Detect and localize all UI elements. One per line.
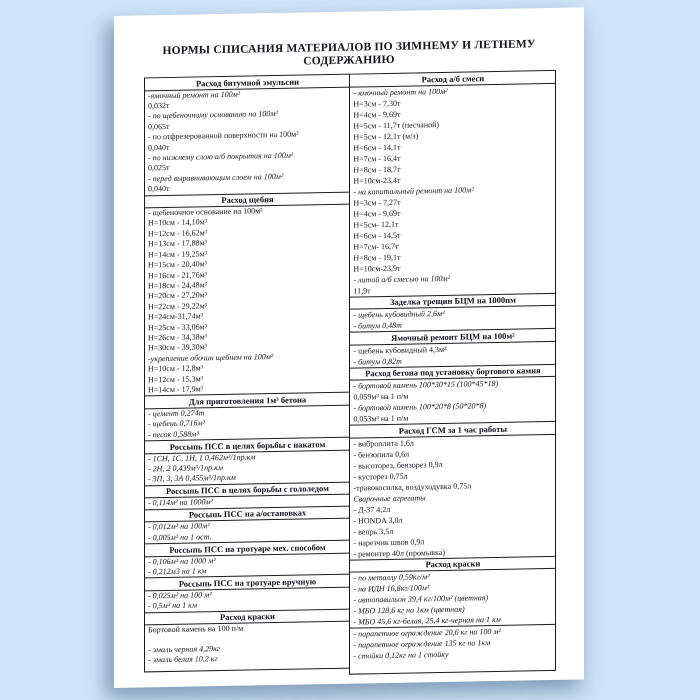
table-line: - стойки 0,12кг на 1 стойку xyxy=(353,649,449,661)
table-line: Н=4см - 9,69т xyxy=(353,208,401,219)
section-header: Расход щебня xyxy=(145,191,350,208)
table-line: - бензопила 0,6л xyxy=(353,449,410,460)
table-line: Н=15см - 20,40м³ xyxy=(148,259,208,270)
table-section xyxy=(145,608,350,671)
section-header: Россыпь ПСС в целях борьбы с гололедом xyxy=(145,481,350,498)
table-line: - по металлу 0,59кг/м² xyxy=(353,572,430,583)
table-line: Н=8см - 19,1т xyxy=(353,252,401,263)
table-line: 0,025т xyxy=(148,163,170,173)
table-line: Н=10см - 12,8м³ xyxy=(148,363,204,374)
table-line: Н=30см - 39,30м³ xyxy=(148,342,208,353)
table-section xyxy=(145,540,350,578)
table-line: Н=20см - 27,20м³ xyxy=(148,290,208,301)
table-section xyxy=(350,555,555,673)
table-section xyxy=(350,71,555,296)
table-line: Н=3см - 7,30т xyxy=(353,98,401,109)
table-line: - парапетное ограждение 20,6 кг на 100 м² xyxy=(350,624,555,640)
table-line: 0,040т xyxy=(148,184,170,194)
table-line: - перед выравнивающим слоем на 100м² xyxy=(148,171,284,184)
table-line: - МБО 128,6 кг на 1км (цветная) xyxy=(353,604,465,616)
table-line: Н=12см - 15,3м³ xyxy=(148,373,204,384)
table-line: - 0,212м3 на 1 км xyxy=(148,566,207,577)
section-header: Расход бетона под установку бортового камня xyxy=(350,363,555,380)
section-header: Россыпь ПСС в целях борьбы с накатом xyxy=(145,437,350,454)
table-line: - щебень 0,716м³ xyxy=(148,418,206,429)
table-line: Н=13см - 17,88м³ xyxy=(148,238,208,249)
section-header: Ямочный ремонт БЦМ на 100м² xyxy=(350,328,555,345)
section-header: Заделка трещин БЦМ на 1000пм xyxy=(350,292,555,309)
table-line: Бортовой камень на 100 п/м xyxy=(148,623,244,635)
table-line: Н=7см- 16,7т xyxy=(353,241,399,252)
table-line: Н=6см - 14,1т xyxy=(353,142,401,153)
table-line: Н=5см - 11,7т (песчаной) xyxy=(353,119,440,131)
table-line: Н=16см - 21,76м³ xyxy=(148,269,208,280)
table-line: Н=14см - 17,9м³ xyxy=(148,384,204,395)
table-line: - бортовой камень 100*30*15 (100*45*18) xyxy=(353,378,499,391)
table-line: - ямочный ремонт на 100м² xyxy=(353,86,448,98)
table-line: - литой а/б смесью на 100м² xyxy=(353,273,450,285)
table-line: - щебеночное основание на 100м² xyxy=(148,206,263,218)
table-line: - щебень кубовидный 2,6м³ xyxy=(353,308,445,320)
table-line: 0,059м³ на 1 п/м xyxy=(353,391,409,402)
section-header: Расход а/б смеси xyxy=(350,71,555,87)
table-line: Н=26см - 34,38м³ xyxy=(148,332,208,343)
table-line: - 1СН, 1С, 1Н, 1 0,462м³/1пр.км xyxy=(148,452,256,463)
table-line: Н=18см - 24,48м³ xyxy=(148,280,208,291)
section-header: Расход ГСМ за 1 час работы xyxy=(350,421,555,438)
table-line: - вепрь 3,5л xyxy=(353,526,394,537)
table-line: - 2Н, 2 0,439м³/1пр.км xyxy=(148,463,224,474)
table-line: Н=4см - 9,69т xyxy=(353,109,401,120)
table-section xyxy=(350,421,555,559)
table-section xyxy=(350,292,555,331)
section-header: Для приготовления 1м³ бетона xyxy=(145,392,350,409)
table-line: - ремонтер 40л (промывка) xyxy=(353,547,445,559)
table-line: Н=14см - 19,25м³ xyxy=(148,248,208,260)
table-line: Н=10см-23,4т xyxy=(353,175,401,186)
table-line: - эмаль белая 10,2 кг xyxy=(148,654,218,665)
right-column xyxy=(349,70,556,675)
table-line: - кусторез 0,75л xyxy=(353,471,408,482)
table-section xyxy=(350,328,555,367)
table-line: - HONDA 3,0л xyxy=(353,515,403,526)
table-line: - 0,114м³ на 1000м² xyxy=(148,497,214,508)
section-header: Расход краски xyxy=(350,555,555,572)
page-title: НОРМЫ СПИСАНИЯ МАТЕРИАЛОВ ПО ЗИМНЕМУ И ЛЕТНЕМУ СОДЕРЖАНИЮ xyxy=(162,38,536,68)
table-line: Н=5см - 12,1т (м/з) xyxy=(353,130,419,142)
table-line: Н=22см - 29,22м³ xyxy=(148,301,208,312)
table-line: - МБО 45,6 кг-белая, 25,4 кг-черная на 1 км xyxy=(353,614,501,627)
table-line: - эмаль черная 4,29кг xyxy=(148,643,221,654)
table-line: -укрепление обочин щебнем на 100м² xyxy=(148,351,274,364)
table-section xyxy=(145,574,350,612)
table-line: 0,065т xyxy=(148,121,170,132)
section-header: Россыпь ПСС на а/остановках xyxy=(145,505,350,522)
table-line: - цемент 0,274т xyxy=(148,408,205,419)
table-line: - 0,005м³ на 1 ост. xyxy=(148,531,212,543)
table-line: - нарезчик швов 0,9л xyxy=(353,536,425,548)
table-line: - 0,5м³ на 1 км xyxy=(148,600,197,611)
section-header: Расход битумной эмульсии xyxy=(145,75,350,91)
table-line: - на ИДН 16,8кг/100м² xyxy=(353,583,430,594)
table-line: - по отфрезерованной поверхности на 100м² xyxy=(148,129,299,142)
table-line: Н=8см - 18,7т xyxy=(353,164,401,175)
table-section xyxy=(350,363,555,424)
table-line: Н=25см - 33,06м³ xyxy=(148,321,208,332)
table-line: 0,040т xyxy=(148,142,170,152)
table-line: - 0,012м³ на 100м² xyxy=(148,521,210,532)
table-line: - 0,106м³ на 1000 м² xyxy=(148,555,216,566)
table-line: Сварочные агрегаты xyxy=(353,492,426,504)
table-line: - битум 0,82т xyxy=(353,356,402,367)
table-section xyxy=(145,75,350,195)
table-line: - по щебеночному основанию на 100м² xyxy=(148,109,278,121)
table-line: - высоторез, бензорез 0,9л xyxy=(353,459,443,471)
section-header: Россыпь ПСС на тротуаре мех. способом xyxy=(145,540,350,557)
table-line: Н=3см - 7,27т xyxy=(353,197,401,208)
table-line: -травокосилка, воздуходувка 0,75л xyxy=(353,480,472,493)
table-line: Н=6см - 14,5т xyxy=(353,230,401,241)
table-line: - парапетное ограждение 135 кг на 1км xyxy=(353,638,491,650)
table-line: Н=5см- 12,1т xyxy=(353,219,399,230)
left-column xyxy=(144,74,351,673)
table-line: Н=12см - 16,62м³ xyxy=(148,228,208,239)
table-line: Н=10см-23,9т xyxy=(353,263,401,274)
table-section xyxy=(145,437,350,485)
section-header: Россыпь ПСС на тротуаре вручную xyxy=(145,574,350,591)
table-line: - песок 0,588м³ xyxy=(148,429,199,440)
table-section xyxy=(145,191,350,396)
table-line: - по нижнему слою а/б покрытия на 100м² xyxy=(148,150,294,163)
table-section xyxy=(145,505,350,543)
table-line: Н=7см - 16,4т xyxy=(353,153,401,164)
table-line: 0,032т xyxy=(148,100,170,111)
table-line: Н=24см-31,74м³ xyxy=(148,311,204,322)
table-line: - виброплита 1,6л xyxy=(353,438,414,449)
table-line: - 3П, 3, 3А 0,455м³/1пр.км xyxy=(148,473,236,484)
table-line: - автопавильон 39,4 кг/100м² (цветная) xyxy=(353,593,489,605)
table-line: - на капитальный ремонт на 100м² xyxy=(353,184,474,197)
table-line: - Д-37 4,2л xyxy=(353,504,391,515)
document-page xyxy=(114,7,584,688)
table-section xyxy=(145,392,350,440)
norms-table xyxy=(144,70,558,679)
table-line: - битум 0,48т xyxy=(353,320,402,331)
table-line: - бортовой камень 100*20*8 (50*20*8) xyxy=(353,401,487,413)
table-line: -ямочный ремонт на 100м² xyxy=(148,89,241,100)
table-line: 0,053м³ на 1 п/м xyxy=(353,413,409,424)
table-line: - 0,025м³ на 100 м² xyxy=(148,590,212,601)
table-line: 11,9т xyxy=(353,285,371,296)
table-line: Н=10см - 14,10м³ xyxy=(148,217,208,228)
section-header: Расход краски xyxy=(145,608,350,625)
table-line: - щебень кубовидный 4,3м³ xyxy=(353,344,447,356)
